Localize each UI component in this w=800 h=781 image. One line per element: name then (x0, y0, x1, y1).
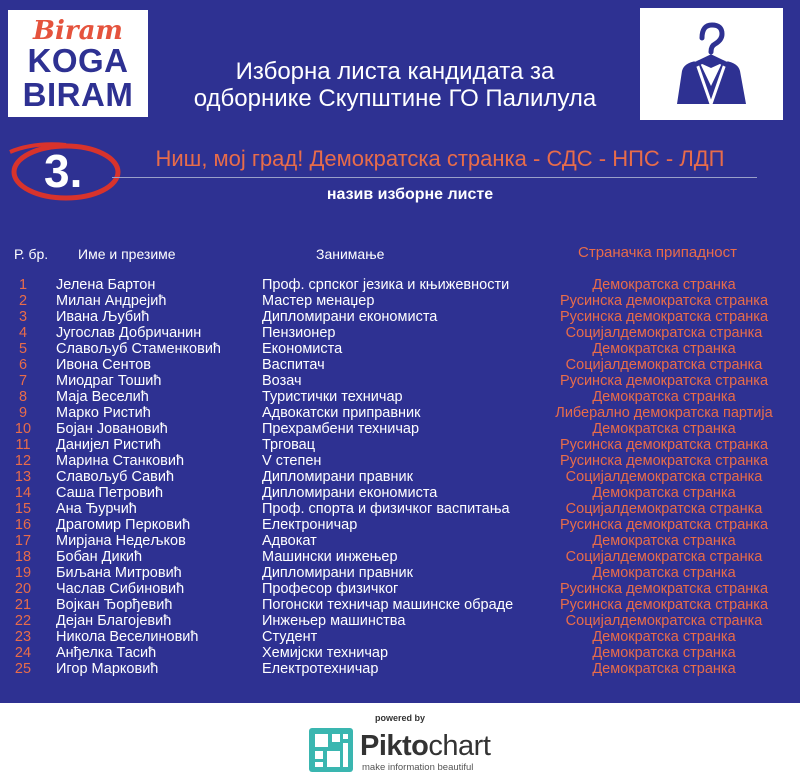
question-hanger-suit-icon (640, 8, 783, 120)
candidate-name: Марко Ристић (56, 405, 151, 421)
candidate-occupation: Мастер менаџер (262, 293, 375, 309)
candidate-party: Демократска странка (592, 421, 736, 437)
candidate-party: Демократска странка (592, 661, 736, 677)
powered-by-label: powered by (374, 713, 425, 723)
candidate-name: Маја Веселић (56, 389, 149, 405)
candidate-row (0, 629, 800, 645)
candidate-list (0, 277, 800, 677)
candidate-row (0, 389, 800, 405)
candidate-row (0, 565, 800, 581)
candidate-name: Славољуб Стаменковић (56, 341, 221, 357)
candidate-occupation: Студент (262, 629, 318, 645)
candidate-occupation: Погонски техничар машинске обраде (262, 597, 514, 613)
candidate-name: Југослав Добричанин (56, 325, 202, 341)
candidate-name: Игор Марковић (56, 661, 159, 677)
candidate-occupation: Васпитач (262, 357, 325, 373)
candidate-row (0, 453, 800, 469)
candidate-name: Ивона Сентов (56, 357, 151, 373)
candidate-party: Русинска демократска странка (559, 437, 769, 453)
candidate-number: 6 (18, 357, 28, 373)
candidate-party: Демократска странка (592, 645, 736, 661)
candidate-number: 24 (14, 645, 32, 661)
candidate-name: Ивана Љубић (56, 309, 150, 325)
candidate-number: 16 (14, 517, 32, 533)
brand-part-a: Pikto (360, 730, 429, 762)
candidate-name: Бојан Јовановић (56, 421, 168, 437)
candidate-row (0, 309, 800, 325)
candidate-number: 19 (14, 565, 32, 581)
title-line-2: одборнике Скупштине ГО Палилула (193, 85, 597, 112)
candidate-row (0, 549, 800, 565)
candidate-number: 23 (14, 629, 32, 645)
candidate-name: Часлав Сибиновић (56, 581, 185, 597)
candidate-occupation: Машински инжењер (262, 549, 398, 565)
list-number: 3. (44, 145, 83, 197)
candidate-occupation: V степен (262, 453, 322, 469)
candidate-party: Либерално демократска партија (555, 405, 773, 421)
piktochart-logo-icon (307, 726, 355, 774)
candidate-row (0, 661, 800, 677)
candidate-party: Социјалдемократска странка (565, 613, 763, 629)
candidate-occupation: Возач (262, 373, 302, 389)
candidate-row (0, 373, 800, 389)
candidate-name: Биљана Митровић (56, 565, 182, 581)
candidate-party: Русинска демократска странка (559, 597, 769, 613)
list-party-name: Ниш, мој град! Демократска странка - СДС - НПС - ЛДП (155, 146, 725, 171)
candidate-name: Јелена Бартон (56, 277, 156, 293)
candidate-occupation: Дипломирани правник (262, 565, 413, 581)
column-header-party: Страначка припадност (578, 244, 737, 261)
candidate-row (0, 645, 800, 661)
candidate-occupation: Трговац (262, 437, 316, 453)
candidate-occupation: Хемијски техничар (262, 645, 389, 661)
candidate-occupation: Економиста (262, 341, 343, 357)
candidate-number: 21 (14, 597, 32, 613)
candidate-party: Социјалдемократска странка (565, 549, 763, 565)
candidate-name: Саша Петровић (56, 485, 164, 501)
candidate-number: 2 (18, 293, 28, 309)
candidate-name: Драгомир Перковић (56, 517, 191, 533)
candidate-name: Славољуб Савић (56, 469, 175, 485)
candidate-party: Демократска странка (592, 533, 736, 549)
candidate-number: 17 (14, 533, 32, 549)
candidate-party: Социјалдемократска странка (565, 357, 763, 373)
candidate-row (0, 437, 800, 453)
candidate-name: Мирјана Недељков (56, 533, 186, 549)
candidate-number: 20 (14, 581, 32, 597)
candidate-number: 12 (14, 453, 32, 469)
candidate-number: 7 (18, 373, 28, 389)
candidate-number: 11 (15, 437, 31, 453)
logo-line-1: Biram (33, 16, 123, 46)
candidate-row (0, 517, 800, 533)
candidate-row (0, 293, 800, 309)
candidate-row (0, 597, 800, 613)
column-header-occupation: Занимање (316, 246, 385, 262)
candidate-party: Демократска странка (592, 629, 736, 645)
biram-koga-biram-logo (8, 10, 148, 117)
piktochart-tagline: make information beautiful (362, 762, 474, 773)
candidate-row (0, 613, 800, 629)
candidate-row (0, 485, 800, 501)
candidate-occupation: Адвокат (262, 533, 317, 549)
candidate-party: Русинска демократска странка (559, 373, 769, 389)
candidate-occupation: Проф. српског језика и књижевности (262, 277, 510, 293)
candidate-occupation: Прехрамбени техничар (262, 421, 420, 437)
candidate-party: Демократска странка (592, 341, 736, 357)
party-underline (112, 177, 757, 178)
brand-part-b: chart (428, 730, 491, 762)
candidate-occupation: Туристички техничар (262, 389, 403, 405)
candidate-row (0, 341, 800, 357)
candidate-number: 25 (14, 661, 32, 677)
list-number-badge (4, 142, 124, 204)
candidate-occupation: Дипломирани економиста (262, 309, 438, 325)
candidate-row (0, 357, 800, 373)
candidate-number: 15 (14, 501, 32, 517)
candidate-occupation: Дипломирани правник (262, 469, 413, 485)
candidate-party: Демократска странка (592, 277, 736, 293)
candidate-occupation: Електроничар (262, 517, 358, 533)
column-header-name: Име и презиме (78, 246, 176, 262)
candidate-occupation: Адвокатски приправник (262, 405, 421, 421)
candidate-party: Демократска странка (592, 389, 736, 405)
candidate-number: 9 (18, 405, 28, 421)
candidate-party: Русинска демократска странка (559, 581, 769, 597)
candidate-number: 18 (14, 549, 32, 565)
candidate-occupation: Пензионер (262, 325, 336, 341)
candidate-party: Русинска демократска странка (559, 453, 769, 469)
candidate-occupation: Инжењер машинства (262, 613, 406, 629)
candidate-party: Демократска странка (592, 565, 736, 581)
candidate-number: 22 (14, 613, 32, 629)
candidate-name: Марина Станковић (56, 453, 185, 469)
candidate-row (0, 325, 800, 341)
candidate-name: Милан Андрејић (56, 293, 167, 309)
candidate-row (0, 533, 800, 549)
candidate-party: Социјалдемократска странка (565, 469, 763, 485)
logo-line-3: BIRAM (22, 76, 134, 113)
candidate-row (0, 277, 800, 293)
candidate-number: 13 (14, 469, 32, 485)
candidate-occupation: Дипломирани економиста (262, 485, 438, 501)
candidate-row (0, 405, 800, 421)
candidate-number: 14 (14, 485, 32, 501)
title-line-1: Изборна листа кандидата за (235, 58, 555, 85)
candidate-row (0, 421, 800, 437)
candidate-number: 10 (14, 421, 32, 437)
logo-line-2: KOGA (27, 42, 129, 79)
candidate-number: 5 (18, 341, 28, 357)
candidate-name: Бобан Дикић (56, 549, 143, 565)
candidate-name: Никола Веселиновић (56, 629, 199, 645)
candidate-name: Војкан Ђорђевић (56, 597, 173, 613)
page-title (160, 58, 630, 112)
candidate-name: Ана Ђурчић (56, 501, 137, 517)
candidate-number: 8 (18, 389, 28, 405)
candidate-name: Анђелка Тасић (56, 645, 157, 661)
candidate-party: Социјалдемократска странка (565, 501, 763, 517)
column-header-rb: Р. бр. (14, 246, 49, 262)
candidate-row (0, 469, 800, 485)
candidate-row (0, 581, 800, 597)
list-name-label: назив изборне листе (326, 186, 494, 203)
footer (0, 703, 800, 781)
candidate-party: Русинска демократска странка (559, 309, 769, 325)
candidate-party: Социјалдемократска странка (565, 325, 763, 341)
candidate-occupation: Електротехничар (262, 661, 379, 677)
candidate-party: Русинска демократска странка (559, 293, 769, 309)
piktochart-wordmark (360, 730, 490, 763)
candidate-number: 3 (18, 309, 28, 325)
candidate-row (0, 501, 800, 517)
candidate-party: Демократска странка (592, 485, 736, 501)
candidate-occupation: Проф. спорта и физичког васпитања (262, 501, 510, 517)
candidate-number: 1 (18, 277, 28, 293)
candidate-occupation: Професор физичког (262, 581, 399, 597)
candidate-number: 4 (18, 325, 28, 341)
candidate-name: Миодраг Тошић (56, 373, 162, 389)
candidate-name: Дејан Благојевић (56, 613, 172, 629)
candidate-party: Русинска демократска странка (559, 517, 769, 533)
candidate-name: Данијел Ристић (56, 437, 162, 453)
